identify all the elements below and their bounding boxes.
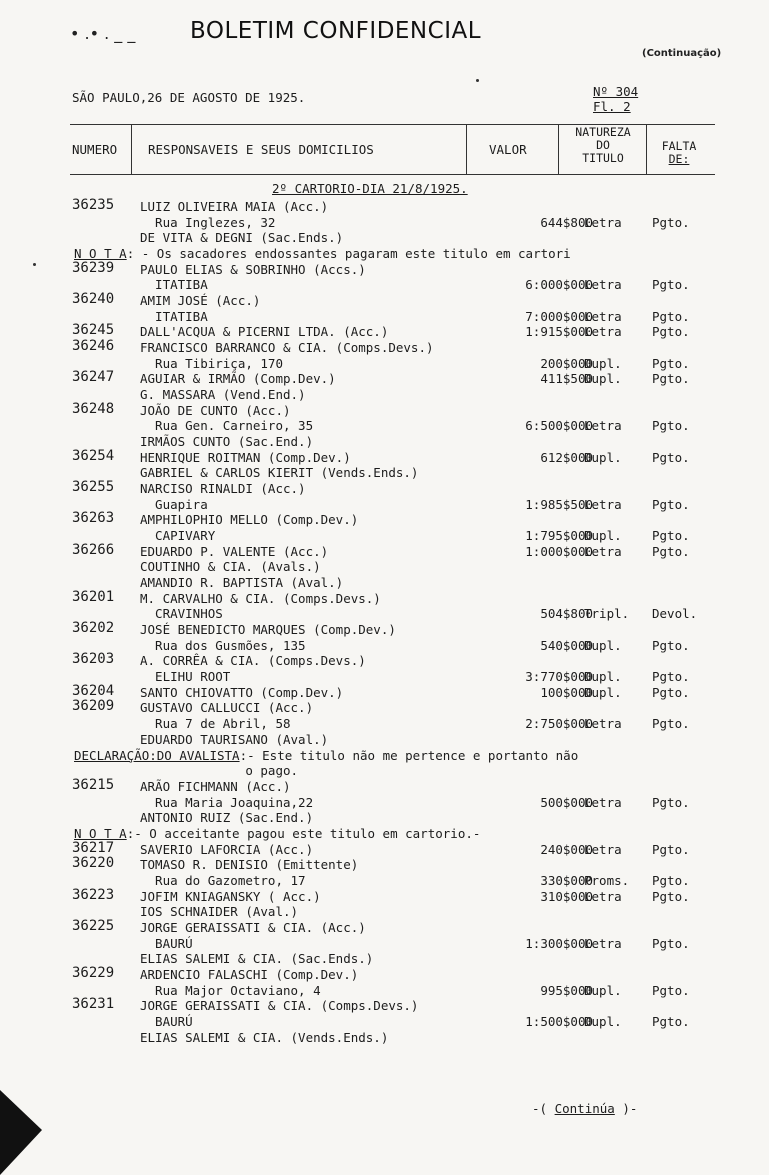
entry-title-type: Dupl. — [584, 637, 622, 653]
note-text — [74, 246, 571, 261]
entry-title-type: Tripl. — [584, 606, 630, 622]
entry-status: Pgto. — [652, 982, 690, 998]
entry-value: 1:915$000 — [525, 324, 593, 340]
entry-status: Pgto. — [652, 418, 690, 434]
entry-title-type: Letra — [584, 496, 622, 512]
continua-prefix: -( — [532, 1101, 548, 1116]
table-row — [0, 199, 769, 216]
table-row — [0, 387, 769, 404]
table-row — [0, 606, 769, 623]
entry-status: Pgto. — [652, 528, 690, 544]
page-speck — [476, 79, 479, 82]
col-header-falta — [650, 140, 708, 166]
entry-status: Pgto. — [652, 449, 690, 465]
entry-party: AGUIAR & IRMÃO (Comp.Dev.) — [140, 371, 336, 387]
entry-value: 6:000$000 — [525, 277, 593, 293]
entry-party: ITATIBA — [140, 308, 208, 324]
entry-value: 1:000$000 — [525, 543, 593, 559]
place-date: SÃO PAULO,26 DE AGOSTO DE 1925. — [72, 90, 306, 105]
entry-party: CAPIVARY — [140, 528, 216, 544]
page-title: BOLETIM CONFIDENCIAL — [190, 18, 482, 44]
note-line — [0, 246, 769, 263]
table-row — [0, 682, 769, 702]
entry-value: 200$000 — [540, 355, 593, 371]
entry-status: Pgto. — [652, 684, 690, 700]
table-row — [0, 983, 769, 1000]
entry-status: Pgto. — [652, 888, 690, 904]
entry-number: 36203 — [72, 651, 115, 668]
table-row — [0, 873, 769, 890]
table-row — [0, 418, 769, 435]
table-row — [0, 340, 769, 357]
entry-title-type: Dupl. — [584, 528, 622, 544]
table-row — [0, 259, 769, 279]
section-title: 2º CARTORIO-DIA 21/8/1925. — [272, 181, 468, 196]
entry-value: 644$800 — [540, 214, 593, 230]
entry-title-type: Proms. — [584, 872, 630, 888]
table-row — [0, 400, 769, 420]
table-row — [0, 795, 769, 812]
entry-title-type: Dupl. — [584, 684, 622, 700]
note-text — [74, 748, 578, 763]
entry-number: 36225 — [72, 917, 115, 934]
entry-party: AMANDIO R. BAPTISTA (Aval.) — [140, 575, 344, 591]
entry-party: Rua 7 de Abril, 58 — [140, 716, 291, 732]
entry-number: 36235 — [72, 197, 115, 213]
entry-value: 1:985$500 — [525, 496, 593, 512]
table-row — [0, 1030, 769, 1047]
col-header-valor: VALOR — [489, 142, 527, 157]
table-row — [0, 638, 769, 655]
entry-status: Pgto. — [652, 794, 690, 810]
entry-party: DALL'ACQUA & PICERNI LTDA. (Acc.) — [140, 324, 389, 340]
col-header-natureza-line1: NATUREZA — [575, 125, 631, 139]
entry-title-type: Letra — [584, 214, 622, 230]
entry-party: IRMÃOS CUNTO (Sac.End.) — [140, 434, 314, 450]
entry-party: Rua dos Gusmões, 135 — [140, 637, 306, 653]
entry-value: 2:750$000 — [525, 716, 593, 732]
entry-party: COUTINHO & CIA. (Avals.) — [140, 559, 321, 575]
entry-party: CRAVINHOS — [140, 606, 223, 622]
entry-status: Pgto. — [652, 214, 690, 230]
entry-party: LUIZ OLIVEIRA MAIA (Acc.) — [140, 199, 329, 214]
entry-value: 504$800 — [540, 606, 593, 622]
table-row — [0, 277, 769, 294]
col-header-falta-line2: DE: — [668, 152, 690, 166]
entry-status: Pgto. — [652, 1013, 690, 1029]
entry-party: ELIHU ROOT — [140, 669, 231, 685]
entry-party: BAURÚ — [140, 935, 193, 951]
table-row — [0, 669, 769, 686]
entry-status: Pgto. — [652, 371, 690, 387]
table-row — [0, 917, 769, 937]
table-row — [0, 653, 769, 670]
entry-title-type: Letra — [584, 935, 622, 951]
table-row — [0, 541, 769, 561]
bulletin-number — [593, 84, 638, 114]
entry-status: Pgto. — [652, 935, 690, 951]
entry-number: 36266 — [72, 541, 115, 558]
entry-party: JORGE GERAISSATI & CIA. (Comps.Devs.) — [140, 998, 419, 1014]
table-row — [0, 293, 769, 310]
table-row — [0, 998, 769, 1015]
entry-party: JOFIM KNIAGANSKY ( Acc.) — [140, 888, 321, 904]
note-label: DECLARAÇÃO:DO AVALISTA — [74, 747, 240, 763]
entry-number: 36215 — [72, 776, 115, 793]
entry-value: 3:770$000 — [525, 669, 593, 685]
entry-number: 36209 — [72, 698, 115, 715]
entry-party: TOMASO R. DENISIO (Emittente) — [140, 857, 359, 873]
entry-status: Pgto. — [652, 496, 690, 512]
continua-text: Continúa — [554, 1101, 615, 1116]
entry-number: 36201 — [72, 588, 115, 605]
continua-label — [532, 1101, 637, 1116]
table-row — [0, 732, 769, 749]
entry-party: SAVERIO LAFORCIA (Acc.) — [140, 841, 314, 857]
entry-party: GABRIEL & CARLOS KIERIT (Vends.Ends.) — [140, 465, 419, 481]
table-row — [0, 776, 769, 796]
table-row — [0, 716, 769, 733]
entry-number: 36245 — [72, 322, 115, 339]
col-header-responsaveis: RESPONSAVEIS E SEUS DOMICILIOS — [148, 142, 374, 157]
table-row — [0, 324, 769, 341]
table-row — [0, 371, 769, 388]
entry-party: ITATIBA — [140, 277, 208, 293]
col-header-numero: NUMERO — [72, 142, 118, 157]
table-row — [0, 512, 769, 529]
note-body: : - Os sacadores endossantes pagaram este titulo em cartori — [126, 246, 571, 261]
entry-status: Pgto. — [652, 324, 690, 340]
entry-status: Pgto. — [652, 543, 690, 559]
entry-value: 500$000 — [540, 794, 593, 810]
entry-number: 36217 — [72, 839, 115, 856]
entry-value: 612$000 — [540, 449, 593, 465]
entry-party: M. CARVALHO & CIA. (Comps.Devs.) — [140, 590, 381, 606]
entry-status: Devol. — [652, 606, 698, 622]
entry-status: Pgto. — [652, 277, 690, 293]
entry-party: A. CORRÊA & CIA. (Comps.Devs.) — [140, 653, 366, 669]
entry-number: 36202 — [72, 620, 115, 637]
table-row — [0, 559, 769, 576]
entry-party: DE VITA & DEGNI (Sac.Ends.) — [140, 230, 344, 246]
col-divider-3 — [558, 124, 559, 175]
entry-party: Rua Gen. Carneiro, 35 — [140, 418, 314, 434]
entry-party: G. MASSARA (Vend.End.) — [140, 387, 306, 402]
entry-number: 36204 — [72, 682, 115, 699]
note-line — [0, 748, 769, 765]
entry-party: NARCISO RINALDI (Acc.) — [140, 481, 306, 497]
table-row — [0, 465, 769, 482]
table-row — [0, 904, 769, 921]
col-divider-2 — [466, 124, 467, 175]
entry-party: PAULO ELIAS & SOBRINHO (Accs.) — [140, 261, 366, 277]
entry-party: GUSTAVO CALLUCCI (Acc.) — [140, 700, 314, 716]
table-row — [0, 857, 769, 874]
continua-suffix: )- — [622, 1101, 638, 1116]
entry-party: JOSÉ BENEDICTO MARQUES (Comp.Dev.) — [140, 622, 396, 638]
table-row — [0, 700, 769, 717]
table-row — [0, 588, 769, 608]
col-divider-4 — [646, 124, 647, 175]
note-label: N O T A — [74, 246, 127, 261]
entry-party: ELIAS SALEMI & CIA. (Vends.Ends.) — [140, 1029, 389, 1045]
entry-party: ARÃO FICHMANN (Acc.) — [140, 778, 291, 794]
entry-status: Pgto. — [652, 716, 690, 732]
entry-party: EDUARDO TAURISANO (Aval.) — [140, 731, 329, 747]
table-row — [0, 763, 769, 780]
table-row — [0, 481, 769, 498]
entry-number: 36240 — [72, 291, 115, 307]
entry-value: 240$000 — [540, 841, 593, 857]
entry-status: Pgto. — [652, 637, 690, 653]
entry-title-type: Letra — [584, 308, 622, 324]
col-divider-1 — [131, 124, 132, 175]
entry-title-type: Dupl. — [584, 449, 622, 465]
entry-title-type: Letra — [584, 716, 622, 732]
entry-party: Rua Maria Joaquina,22 — [140, 794, 314, 810]
entry-number: 36247 — [72, 369, 115, 386]
entry-number: 36239 — [72, 259, 115, 276]
entry-value: 1:795$000 — [525, 528, 593, 544]
entry-title-type: Letra — [584, 277, 622, 293]
entry-number: 36246 — [72, 338, 115, 354]
table-row — [0, 575, 769, 592]
section-heading — [0, 181, 769, 198]
entry-title-type: Dupl. — [584, 371, 622, 387]
table-row — [0, 356, 769, 373]
entry-party: Rua Tibiriça, 170 — [140, 355, 283, 371]
entry-status: Pgto. — [652, 308, 690, 324]
entry-title-type: Letra — [584, 324, 622, 340]
entry-value: 1:500$000 — [525, 1013, 593, 1029]
table-row — [0, 951, 769, 968]
entry-value: 995$000 — [540, 982, 593, 998]
table-row — [0, 215, 769, 232]
col-header-natureza-line2: DO — [596, 138, 610, 152]
table-row — [0, 839, 769, 859]
table-row — [0, 1014, 769, 1031]
header-marks: • .• . _ _ — [70, 24, 136, 43]
entry-party: JOÃO DE CUNTO (Acc.) — [140, 402, 291, 418]
note-label: N O T A — [74, 825, 127, 841]
entry-party: Guapira — [140, 496, 208, 512]
entry-value: 1:300$000 — [525, 935, 593, 951]
bulletin-number-value: Nº 304 — [593, 84, 639, 99]
entry-value: 330$000 — [540, 872, 593, 888]
page-speck — [33, 263, 36, 266]
entry-party: ANTONIO RUIZ (Sac.End.) — [140, 810, 314, 826]
entry-number: 36231 — [72, 996, 115, 1013]
entry-title-type: Dupl. — [584, 355, 622, 371]
entry-number: 36229 — [72, 964, 115, 981]
note-text — [74, 826, 480, 841]
entry-party: ARDENCIO FALASCHI (Comp.Dev.) — [140, 966, 359, 982]
table-row — [0, 447, 769, 467]
table-row — [0, 810, 769, 827]
sheet-number: Fl. 2 — [593, 99, 631, 114]
entry-title-type: Letra — [584, 543, 622, 559]
entry-number: 36220 — [72, 855, 115, 872]
entry-party: BAURÚ — [140, 1013, 193, 1029]
entry-party: FRANCISCO BARRANCO & CIA. (Comps.Devs.) — [140, 340, 434, 355]
entry-party: EDUARDO P. VALENTE (Acc.) — [140, 543, 329, 559]
entry-party: AMPHILOPHIO MELLO (Comp.Dev.) — [140, 512, 359, 528]
entry-title-type: Dupl. — [584, 982, 622, 998]
entry-party: JORGE GERAISSATI & CIA. (Acc.) — [140, 919, 366, 935]
table-row — [0, 964, 769, 984]
entry-status: Pgto. — [652, 669, 690, 685]
scan-shadow — [0, 1090, 42, 1175]
col-header-falta-line1: FALTA — [661, 139, 697, 153]
col-header-natureza-line3: TITULO — [582, 151, 624, 165]
entry-status: Pgto. — [652, 841, 690, 857]
entry-title-type: Letra — [584, 418, 622, 434]
entry-value: 6:500$000 — [525, 418, 593, 434]
entry-title-type: Dupl. — [584, 669, 622, 685]
entry-status: Pgto. — [652, 872, 690, 888]
entry-title-type: Dupl. — [584, 1013, 622, 1029]
entry-value: 411$500 — [540, 371, 593, 387]
continuation-label: (Continuação) — [642, 48, 722, 59]
entry-title-type: Letra — [584, 794, 622, 810]
note-line — [0, 826, 769, 843]
entry-value: 7:000$000 — [525, 308, 593, 324]
entry-title-type: Letra — [584, 841, 622, 857]
entry-number: 36223 — [72, 886, 115, 903]
table-row — [0, 309, 769, 326]
entry-party: ELIAS SALEMI & CIA. (Sac.Ends.) — [140, 951, 374, 967]
table-row — [0, 434, 769, 451]
entry-party: HENRIQUE ROITMAN (Comp.Dev.) — [140, 449, 351, 465]
entry-party: Rua do Gazometro, 17 — [140, 872, 306, 888]
table-row — [0, 622, 769, 639]
entry-party: Rua Inglezes, 32 — [140, 214, 276, 230]
entry-number: 36263 — [72, 510, 115, 527]
table-row — [0, 936, 769, 953]
entry-party: Rua Major Octaviano, 4 — [140, 982, 321, 998]
table-row — [0, 230, 769, 247]
col-header-natureza — [560, 126, 646, 165]
entry-number: 36248 — [72, 400, 115, 417]
entry-number: 36255 — [72, 479, 115, 496]
entry-party: AMIM JOSÉ (Acc.) — [140, 293, 261, 308]
note-body: :- O acceitante pagou este titulo em cartorio.- — [126, 825, 481, 841]
entry-party: IOS SCHNAIDER (Aval.) — [140, 904, 299, 920]
table-row — [0, 886, 769, 906]
entry-value: 100$000 — [540, 684, 593, 700]
entry-value: 310$000 — [540, 888, 593, 904]
table-row — [0, 497, 769, 514]
entry-party: o pago. — [140, 763, 299, 779]
entry-party: SANTO CHIOVATTO (Comp.Dev.) — [140, 684, 344, 700]
entry-status: Pgto. — [652, 355, 690, 371]
entry-title-type: Letra — [584, 888, 622, 904]
entry-number: 36254 — [72, 447, 115, 464]
table-row — [0, 528, 769, 545]
entry-value: 540$000 — [540, 637, 593, 653]
note-body: :- Este titulo não me pertence e portanto não — [239, 747, 579, 763]
header-bottom-rule — [70, 174, 715, 175]
